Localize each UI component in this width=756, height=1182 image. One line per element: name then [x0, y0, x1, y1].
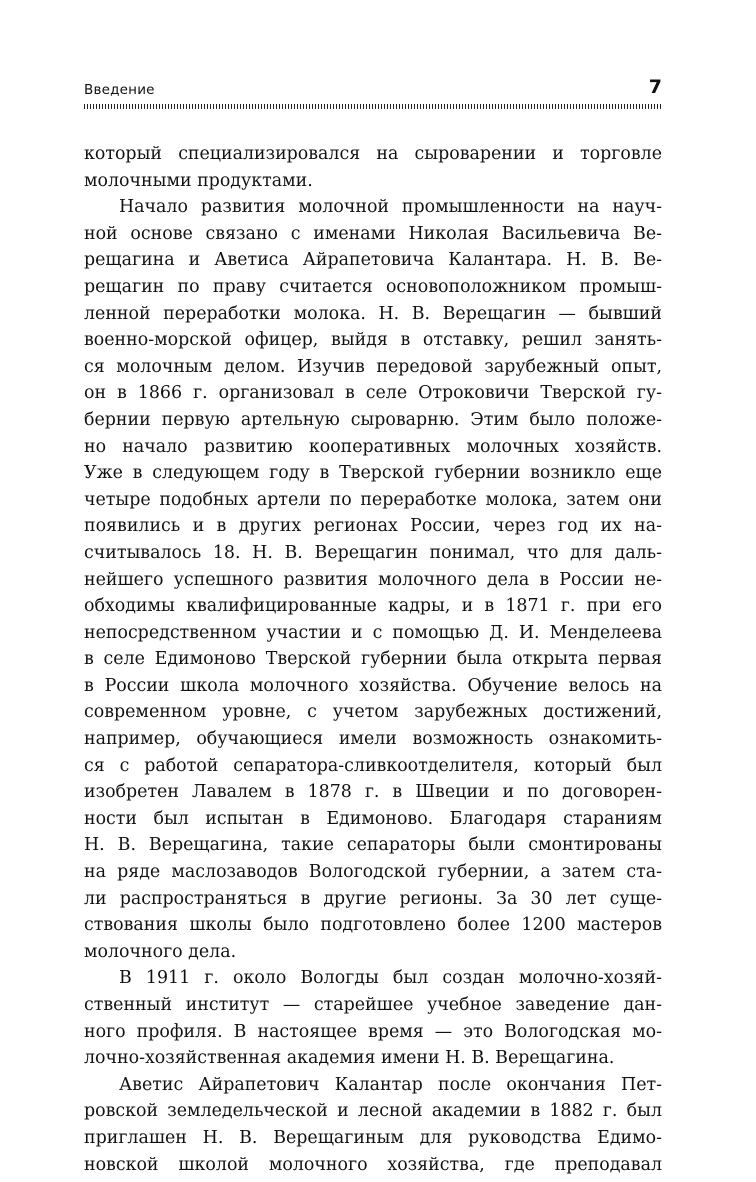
- text-line: но начало развитию кооперативных молочных хозяйств.: [84, 436, 662, 457]
- text-line: считывалось 18. Н. В. Верещагин понимал, что для даль-: [84, 542, 662, 563]
- body-text: [84, 141, 662, 1178]
- text-line: ной основе связано с именами Николая Васильевича Ве-: [84, 223, 662, 244]
- text-line: например, обучающиеся имели возможность ознакомить-: [84, 729, 662, 750]
- text-line: ровской земледельческой и лесной академии в 1882 г. был: [84, 1101, 662, 1122]
- text-line: ли распространяться в другие регионы. За 30 лет суще-: [84, 888, 662, 909]
- text-line: В 1911 г. около Вологды был создан молочно-хозяй-: [119, 968, 662, 989]
- text-line: обходимы квалифицированные кадры, и в 1871 г. при его: [84, 596, 662, 617]
- text-line: молочными продуктами.: [84, 170, 313, 191]
- section-title: Введение: [84, 82, 155, 98]
- text-line: рещагин по праву считается основоположником промыш-: [84, 276, 662, 297]
- text-line: четыре подобных артели по переработке молока, затем они: [84, 489, 662, 510]
- text-line: молочного дела.: [84, 941, 237, 962]
- text-line: ствования школы было подготовлено более 1200 мастеров: [84, 915, 662, 936]
- text-line: Аветис Айрапетович Калантар после окончания Пет-: [119, 1074, 662, 1095]
- text-line: который специализировался на сыроварении и торговле: [84, 144, 662, 164]
- text-line: в России школа молочного хозяйства. Обучение велось на: [84, 675, 662, 696]
- text-line: Начало развития молочной промышленности на науч-: [119, 197, 662, 218]
- running-header: [84, 78, 662, 102]
- text-line: ленной переработки молока. Н. В. Верещагин — бывший: [84, 303, 662, 324]
- text-line: военно-морской офицер, выйдя в отставку, решил занять-: [84, 330, 662, 351]
- text-line: рещагина и Аветиса Айрапетовича Калантара. Н. В. Ве-: [84, 250, 662, 271]
- text-line: в селе Едимоново Тверской губернии была открыта первая: [84, 649, 662, 670]
- text-line: ного профиля. В настоящее время — это Вологодская мо-: [84, 1021, 662, 1042]
- text-line: приглашен Н. В. Верещагиным для руководства Едимо-: [84, 1127, 662, 1148]
- text-line: ности был испытан в Едимоново. Благодаря стараниям: [84, 808, 662, 829]
- text-line: нейшего успешного развития молочного дела в России не-: [84, 569, 662, 590]
- text-line: непосредственном участии и с помощью Д. И. Менделеева: [84, 622, 662, 643]
- text-line: он в 1866 г. организовал в селе Отроковичи Тверской гу-: [84, 383, 662, 404]
- text-line: современном уровне, с учетом зарубежных достижений,: [84, 702, 662, 723]
- text-line: изобретен Лавалем в 1878 г. в Швеции и по договорен-: [84, 782, 662, 803]
- text-line: на ряде маслозаводов Вологодской губернии, а затем ста-: [84, 862, 662, 883]
- text-line: лочно-хозяйственная академия имени Н. В. Верещагина.: [84, 1048, 615, 1069]
- text-line: ственный институт — старейшее учебное заведение дан-: [84, 995, 662, 1015]
- text-line: ся с работой сепаратора-сливкоотделителя, который был: [84, 755, 662, 776]
- text-line: появились и в других регионах России, через год их на-: [84, 516, 662, 537]
- header-rule: [84, 104, 662, 109]
- text-line: Уже в следующем году в Тверской губернии возникло еще: [84, 463, 662, 484]
- text-line: новской школой молочного хозяйства, где преподавал: [84, 1154, 662, 1175]
- page-number: 7: [648, 76, 662, 98]
- text-line: ся молочным делом. Изучив передовой зарубежный опыт,: [84, 356, 662, 377]
- text-line: Н. В. Верещагина, такие сепараторы были смонтированы: [84, 835, 662, 856]
- text-line: бернии первую артельную сыроварню. Этим было положе-: [84, 409, 662, 430]
